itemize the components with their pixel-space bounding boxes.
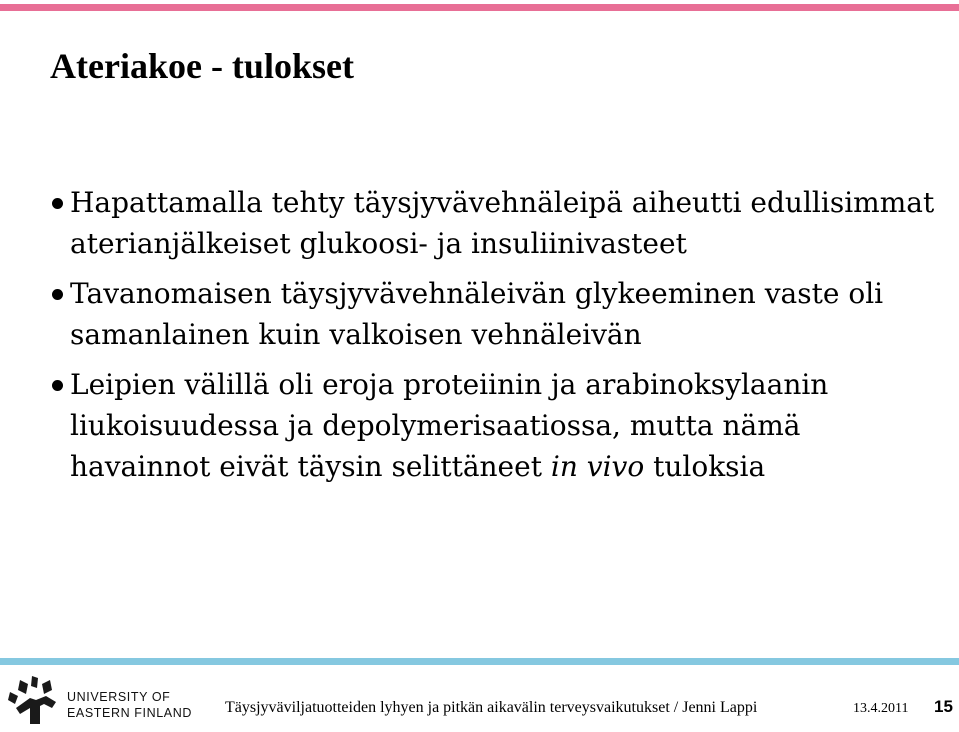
footer-accent-bar: [0, 658, 959, 665]
bullet-text: Tavanomaisen täysjyvävehnäleivän glykeeminen vaste oli samanlainen kuin valkoisen vehnäleivän: [70, 277, 884, 351]
bullet-item: [50, 273, 940, 355]
uef-logo-icon: [6, 674, 62, 726]
university-logo: [6, 674, 196, 726]
logo-text: [67, 689, 192, 721]
bullet-item: [50, 182, 940, 264]
bullet-text: Leipien välillä oli eroja proteiinin ja arabinoksylaanin liukoisuudessa ja depolymerisaatiossa, mutta nämä havainnot eivät täysin selittäneet: [70, 368, 829, 483]
page-number: 15: [934, 697, 953, 716]
logo-line-2: EASTERN FINLAND: [67, 706, 192, 720]
bullet-text: Hapattamalla tehty täysjyvävehnäleipä aiheutti edullisimmat aterianjälkeiset glukoosi- ja insuliinivasteet: [70, 186, 935, 260]
bullet-text-end: tuloksia: [644, 450, 766, 483]
logo-line-1: UNIVERSITY OF: [67, 690, 171, 704]
bullet-list: [50, 182, 940, 496]
top-accent-bar: [0, 4, 959, 11]
bullet-item: [50, 364, 940, 487]
footer-text: Täysjyväviljatuotteiden lyhyen ja pitkän aikavälin terveysvaikutukset / Jenni Lappi: [225, 699, 758, 716]
footer-date: 13.4.2011: [853, 701, 909, 716]
slide-title: Ateriakoe - tulokset: [50, 46, 354, 86]
bullet-text-italic: in vivo: [550, 450, 645, 483]
